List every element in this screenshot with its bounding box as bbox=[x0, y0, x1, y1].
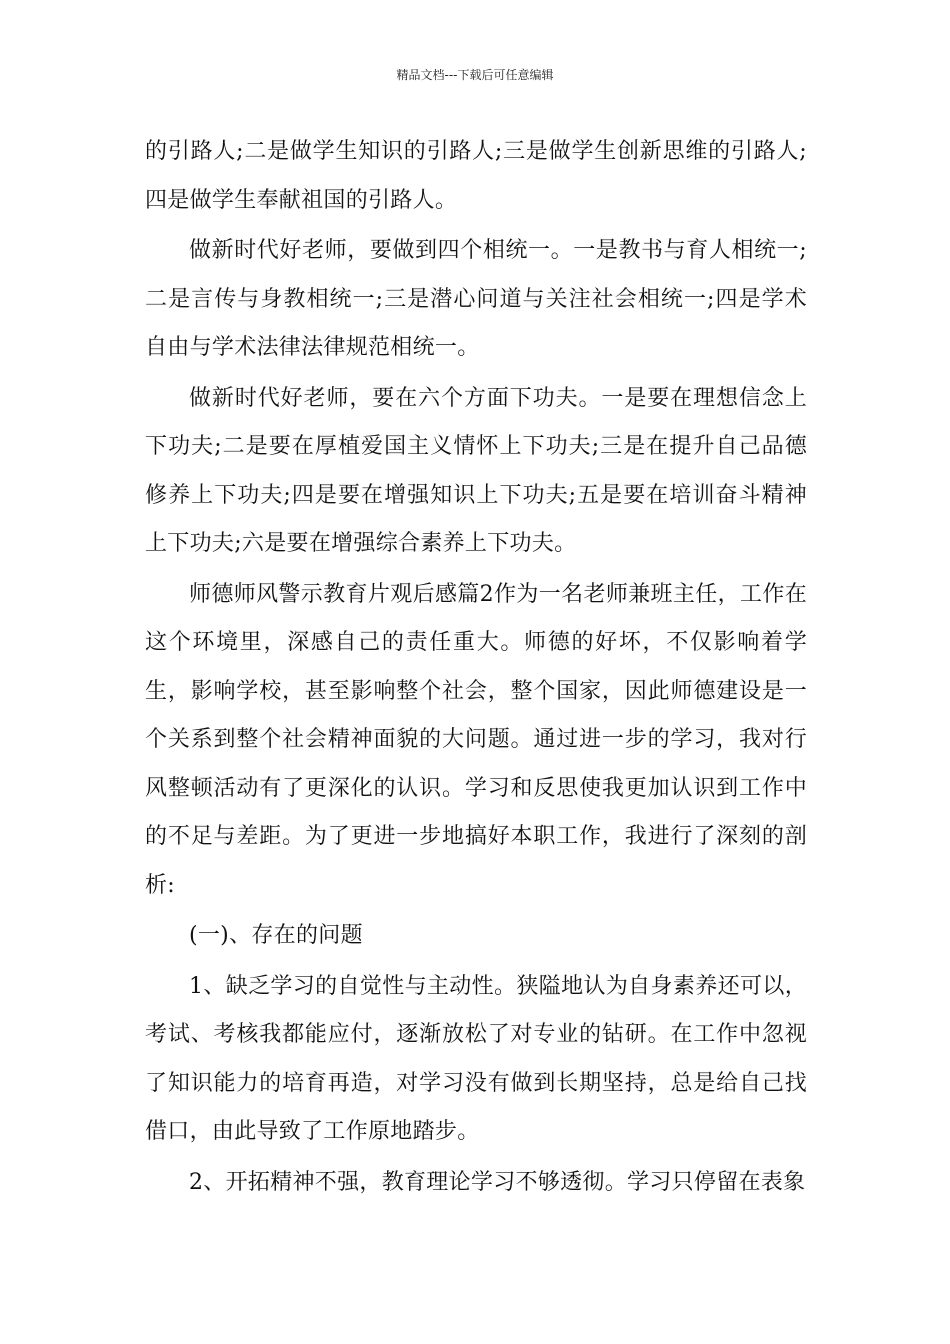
paragraph-3: 做新时代好老师，要在六个方面下功夫。一是要在理想信念上下功夫;二是要在厚植爱国主义情怀上下功夫;三是在提升自己品德修养上下功夫;四是要在增强知识上下功夫;五是要在培训奋斗精神上下功夫;六是要在增强综合素养上下功夫。 bbox=[145, 385, 807, 556]
paragraph-2: 做新时代好老师，要做到四个相统一。一是教书与育人相统一;二是言传与身教相统一;三是潜心问道与关注社会相统一;四是学术自由与学术法律法律规范相统一。 bbox=[145, 238, 807, 360]
document-body bbox=[145, 128, 807, 1209]
paragraph-6: 2、开拓精神不强，教育理论学习不够透彻。学习只停留在表象 bbox=[189, 1169, 806, 1195]
paragraph-4: 师德师风警示教育片观后感篇2作为一名老师兼班主任，工作在这个环境里，深感自己的责任重大。师德的好坏，不仅影响着学生，影响学校，甚至影响整个社会，整个国家，因此师德建设是一个关系到整个社会精神面貌的大问题。通过进一步的学习，我对行风整顿活动有了更深化的认识。学习和反思使我更加认识到工作中的不足与差距。为了更进一步地搞好本职工作，我进行了深刻的剖析: bbox=[145, 581, 807, 898]
page-header: 精品文档---下载后可任意编辑 bbox=[396, 68, 554, 82]
paragraph-5: 1、缺乏学习的自觉性与主动性。狭隘地认为自身素养还可以，考试、考核我都能应付，逐渐放松了对专业的钻研。在工作中忽视了知识能力的培育再造，对学习没有做到长期坚持，总是给自己找借口，由此导致了工作原地踏步。 bbox=[145, 973, 807, 1144]
paragraph-1: 的引路人;二是做学生知识的引路人;三是做学生创新思维的引路人;四是做学生奉献祖国的引路人。 bbox=[145, 139, 807, 213]
section-heading: (一)、存在的问题 bbox=[189, 923, 363, 948]
